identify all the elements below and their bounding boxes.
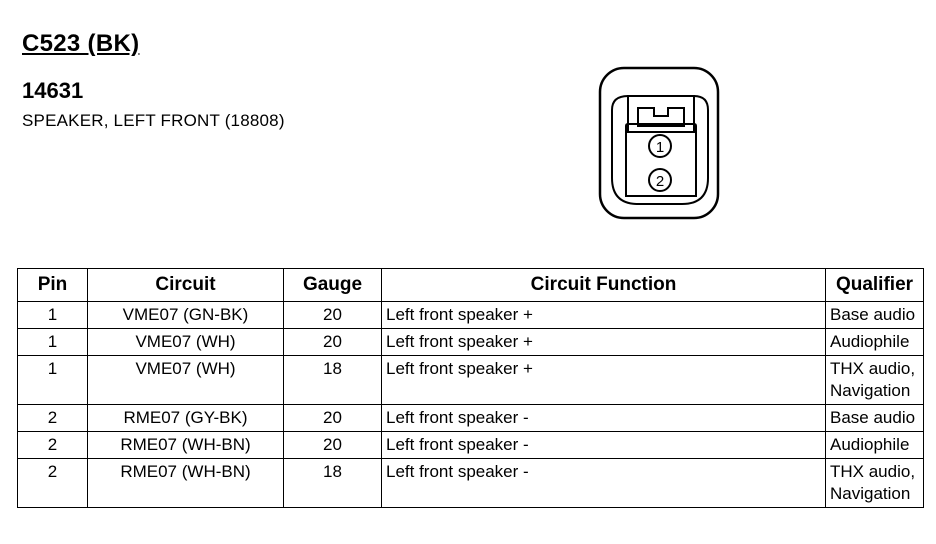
table-row xyxy=(18,432,924,459)
connector-description: SPEAKER, LEFT FRONT (18808) xyxy=(22,111,285,130)
table-row xyxy=(18,405,924,432)
pin-cell: 2 xyxy=(18,459,88,508)
circuit-cell: VME07 (WH) xyxy=(88,329,284,356)
circuit-cell: VME07 (GN-BK) xyxy=(88,302,284,329)
function-cell: Left front speaker - xyxy=(382,459,826,508)
table-row xyxy=(18,459,924,508)
qualifier-line: THX audio, xyxy=(830,359,916,378)
table-row xyxy=(18,356,924,405)
circuit-cell: RME07 (WH-BN) xyxy=(88,432,284,459)
qualifier-line: Base audio xyxy=(830,408,916,427)
table-header-row xyxy=(18,269,924,302)
pin-cell: 2 xyxy=(18,405,88,432)
function-cell: Left front speaker + xyxy=(382,302,826,329)
pin-cell: 2 xyxy=(18,432,88,459)
function-cell: Left front speaker + xyxy=(382,356,826,405)
qualifier-cell xyxy=(826,459,924,508)
pin-1-label: 1 xyxy=(655,139,665,156)
qualifier-line: Audiophile xyxy=(830,332,910,351)
qualifier-line: THX audio, xyxy=(830,462,916,481)
part-number: 14631 xyxy=(22,78,84,103)
qualifier-cell xyxy=(826,329,924,356)
circuit-cell: RME07 (GY-BK) xyxy=(88,405,284,432)
gauge-cell: 20 xyxy=(284,329,382,356)
qualifier-cell xyxy=(826,432,924,459)
qualifier-line: Navigation xyxy=(830,484,911,503)
pin-cell: 1 xyxy=(18,356,88,405)
header-qualifier: Qualifier xyxy=(826,269,924,302)
connector-face-diagram xyxy=(598,66,722,222)
pinout-table xyxy=(17,268,924,508)
function-cell: Left front speaker - xyxy=(382,432,826,459)
qualifier-cell xyxy=(826,405,924,432)
function-cell: Left front speaker - xyxy=(382,405,826,432)
function-cell: Left front speaker + xyxy=(382,329,826,356)
gauge-cell: 20 xyxy=(284,405,382,432)
qualifier-line: Audiophile xyxy=(830,435,910,454)
pin-cell: 1 xyxy=(18,329,88,356)
gauge-cell: 20 xyxy=(284,302,382,329)
gauge-cell: 18 xyxy=(284,459,382,508)
qualifier-cell xyxy=(826,302,924,329)
qualifier-line: Base audio xyxy=(830,305,916,324)
header-pin: Pin xyxy=(18,269,88,302)
qualifier-cell xyxy=(826,356,924,405)
table-row xyxy=(18,329,924,356)
gauge-cell: 20 xyxy=(284,432,382,459)
pin-2-label: 2 xyxy=(655,173,665,190)
qualifier-line: Navigation xyxy=(830,381,911,400)
header-gauge: Gauge xyxy=(284,269,382,302)
circuit-cell: RME07 (WH-BN) xyxy=(88,459,284,508)
table-row xyxy=(18,302,924,329)
pin-cell: 1 xyxy=(18,302,88,329)
header-circuit: Circuit xyxy=(88,269,284,302)
header-circuit-function: Circuit Function xyxy=(382,269,826,302)
gauge-cell: 18 xyxy=(284,356,382,405)
circuit-cell: VME07 (WH) xyxy=(88,356,284,405)
connector-id: C523 (BK) xyxy=(22,30,140,57)
